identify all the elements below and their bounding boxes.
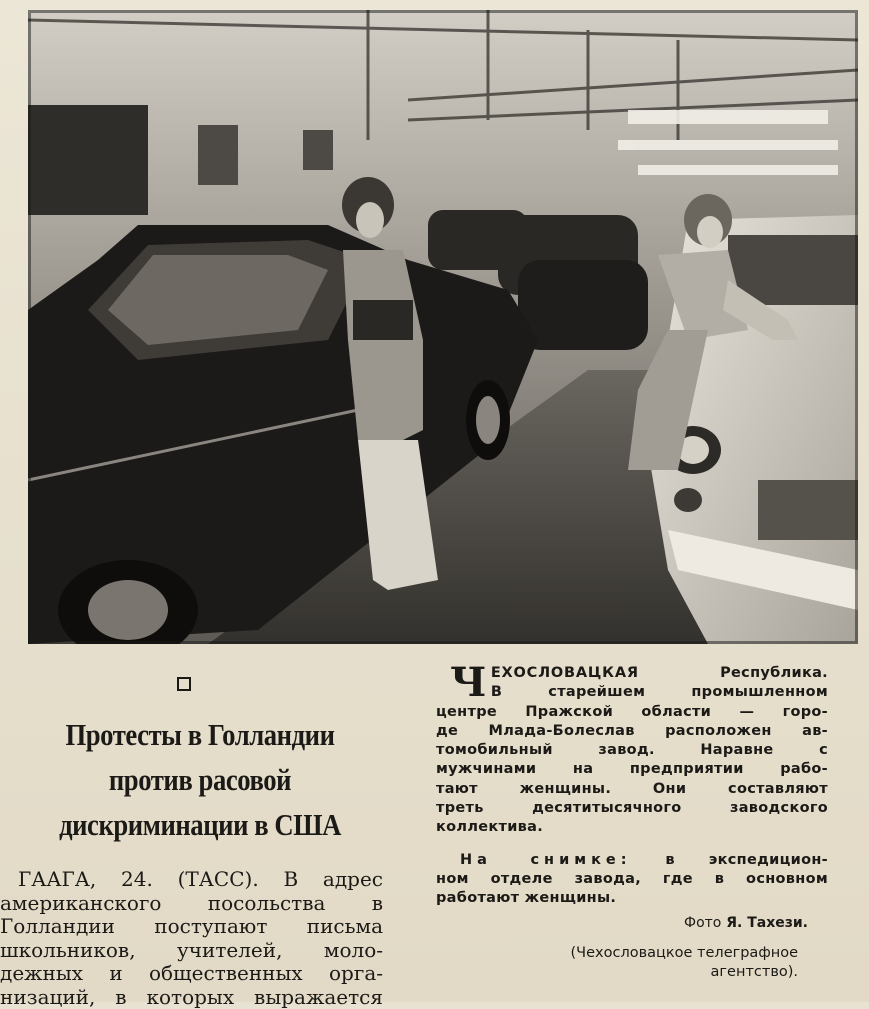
section-marker-square <box>177 677 191 691</box>
lead-caps: ЕХОСЛОВАЦКАЯ <box>491 665 639 681</box>
description-line: томобильный завод. Наравне с <box>436 741 828 760</box>
drop-cap: Ч <box>450 666 487 700</box>
article-headline <box>28 712 372 847</box>
headline-line: дискриминации в США <box>28 802 372 847</box>
photo-credit <box>436 915 808 931</box>
caption-line <box>436 851 828 870</box>
description-line: треть десятитысячного заводского <box>436 799 828 818</box>
body-line: американского посольства в <box>0 892 383 916</box>
body-line: низаций, в которых выражается <box>0 986 383 1009</box>
photo-description <box>436 664 828 909</box>
description-line: коллектива. <box>436 818 828 837</box>
description-line: де Млада-Болеслав расположен ав- <box>436 722 828 741</box>
credit-prefix: Фото <box>684 915 721 931</box>
description-line: В старейшем промышленном <box>436 683 828 702</box>
caption-line: ном отделе завода, где в основном <box>436 870 828 889</box>
lead-line <box>436 664 828 683</box>
body-line: школьников, учителей, моло- <box>0 939 383 963</box>
body-line: Голландии поступают письма <box>0 915 383 939</box>
agency-line: агентство). <box>436 963 798 982</box>
agency-line: (Чехословацкое телеграфное <box>436 944 798 963</box>
description-line: мужчинами на предприятии рабо- <box>436 760 828 779</box>
factory-cars-photo <box>28 10 858 644</box>
headline-line: против расовой <box>28 757 372 802</box>
description-line: тают женщины. Они составляют <box>436 780 828 799</box>
caption-text: в экспедицион- <box>665 852 828 868</box>
headline-line: Протесты в Голландии <box>28 712 372 757</box>
lead-rest: Республика. <box>720 665 828 681</box>
photo-caption <box>436 851 828 909</box>
body-line: дежных и общественных орга- <box>0 962 383 986</box>
body-line: ГААГА, 24. (ТАСС). В адрес <box>0 868 383 892</box>
description-line: центре Пражской области — горо- <box>436 703 828 722</box>
caption-line: работают женщины. <box>436 889 828 908</box>
article-body <box>0 868 383 1009</box>
factory-photo <box>28 10 858 644</box>
caption-lead: На снимке: <box>460 852 632 868</box>
agency-credit <box>436 944 798 982</box>
credit-name: Я. Тахези. <box>726 915 808 931</box>
